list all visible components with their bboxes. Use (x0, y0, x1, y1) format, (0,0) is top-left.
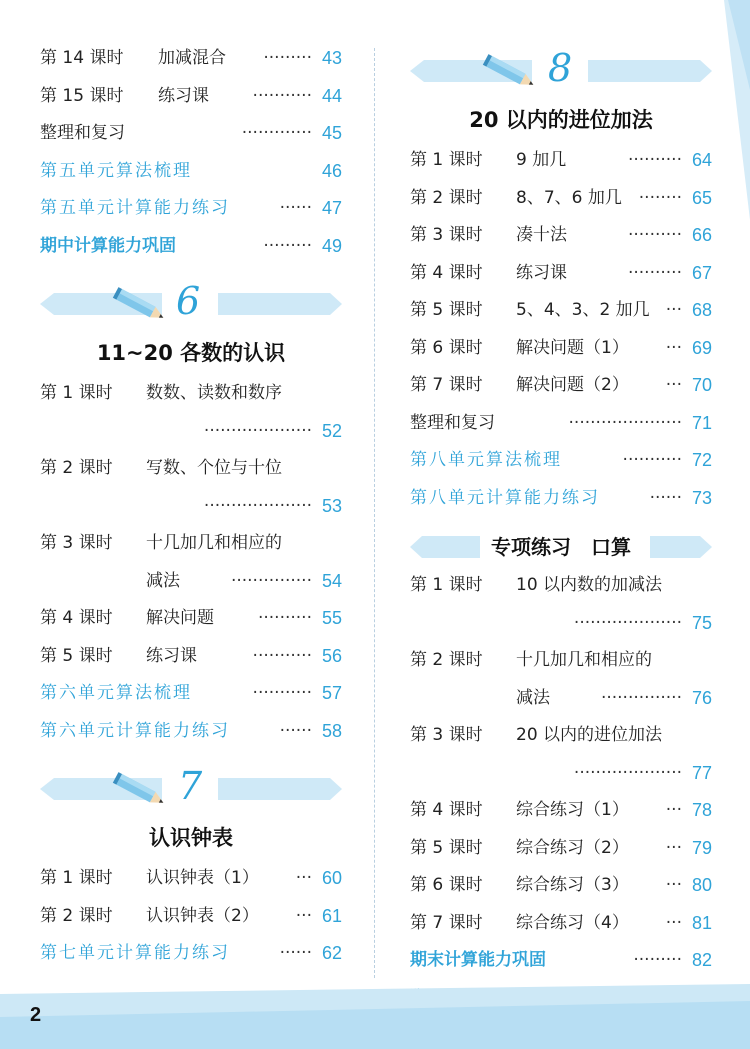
toc-row-leader-dots: ··········· (252, 85, 312, 106)
toc-row-page-number: 65 (691, 187, 712, 208)
toc-row (410, 217, 712, 255)
toc-row-page-number: 57 (321, 683, 342, 703)
toc-row-label: 整理和复习 (40, 123, 125, 143)
toc-row-label: 第 4 课时 (410, 262, 483, 283)
toc-row (40, 78, 342, 116)
toc-row-label: 第 1 课时 (410, 150, 483, 170)
toc-row-title: 9 加几 (516, 150, 567, 170)
toc-row-page-number: 75 (691, 612, 712, 633)
toc-row (410, 180, 712, 218)
unit-7-banner (40, 762, 342, 816)
toc-row-label: 第 2 课时 (410, 650, 483, 670)
toc-row-page-number: 67 (691, 262, 712, 283)
toc-row-page-number: 73 (691, 487, 712, 508)
unit-6-rows (40, 375, 342, 750)
toc-row-title: 减法 (516, 687, 550, 708)
toc-row-title: 写数、个位与十位 (146, 458, 282, 478)
unit-8-number: 8 (548, 46, 573, 90)
toc-right-column (410, 40, 712, 1017)
toc-row-leader-dots: ···················· (203, 420, 312, 441)
toc-row-leader-dots: ·········· (627, 225, 682, 245)
toc-row (40, 638, 342, 676)
unit-7-title: 认识钟表 (149, 826, 233, 850)
toc-row-leader-dots: ··· (665, 300, 682, 320)
toc-row-leader-dots: ··· (665, 837, 682, 858)
toc-row-title: 认识钟表（1） (146, 868, 259, 888)
toc-row-label: 第 3 课时 (410, 225, 483, 245)
toc-row (40, 450, 342, 488)
toc-row-title: 5、4、3、2 加几 (516, 300, 650, 320)
toc-row-page-number: 64 (691, 150, 712, 170)
toc-row-label: 第六单元计算能力练习 (40, 720, 230, 741)
toc-row (410, 942, 712, 980)
toc-row (40, 375, 342, 413)
toc-row-title: 减法 (146, 570, 180, 591)
toc-row (410, 442, 712, 480)
toc-row-page-number: 46 (321, 160, 342, 181)
toc-row-label: 第 7 课时 (410, 912, 483, 933)
toc-row (410, 755, 712, 793)
toc-row-label: 第 5 课时 (410, 837, 483, 858)
toc-row (410, 642, 712, 680)
toc-row (410, 480, 712, 518)
toc-row-page-number: 45 (321, 123, 342, 143)
bottom-band (0, 979, 750, 1049)
toc-row (40, 190, 342, 228)
unit-8-rows (410, 142, 712, 517)
unit-7-rows (40, 860, 342, 973)
toc-row-title: 综合练习（2） (516, 837, 629, 858)
toc-row-label: 第 3 课时 (410, 725, 483, 745)
toc-row-label: 整理和复习 (410, 412, 495, 433)
toc-row-leader-dots: ···················· (573, 612, 682, 633)
toc-row-label: 第 15 课时 (40, 85, 124, 106)
toc-row-title: 解决问题（2） (516, 375, 629, 395)
toc-row-label: 第 4 课时 (410, 800, 483, 820)
toc-row-page-number: 52 (321, 420, 342, 441)
unit-8-banner (410, 44, 712, 98)
toc-row-leader-dots: ·········· (257, 608, 312, 628)
toc-row-page-number: 76 (691, 687, 712, 708)
toc-row-page-number: 47 (321, 198, 342, 218)
toc-row-page-number: 78 (691, 800, 712, 820)
toc-row-label: 第 2 课时 (40, 905, 113, 926)
toc-left-column (40, 40, 342, 973)
toc-row-leader-dots: ·········· (627, 150, 682, 170)
toc-row-page-number: 62 (321, 943, 342, 963)
special-title: 专项练习 口算 (491, 535, 631, 559)
toc-row-page-number: 60 (321, 868, 342, 888)
toc-row-leader-dots: ··· (665, 912, 682, 933)
toc-row-page-number: 49 (321, 235, 342, 256)
unit-6-number: 6 (176, 279, 201, 323)
toc-row-label: 第八单元计算能力练习 (410, 487, 600, 508)
toc-row (40, 488, 342, 526)
corner-decoration (710, 0, 750, 220)
toc-row (410, 605, 712, 643)
toc-row (410, 867, 712, 905)
toc-row-leader-dots: ···················· (573, 762, 682, 783)
toc-row-title: 认识钟表（2） (146, 905, 259, 926)
column-divider (374, 48, 375, 978)
left-top-rows (40, 40, 342, 265)
toc-row (410, 680, 712, 718)
toc-row-page-number: 71 (691, 412, 712, 433)
toc-row (410, 330, 712, 368)
toc-row-label: 第 7 课时 (410, 375, 483, 395)
toc-row-leader-dots: ······ (279, 943, 312, 963)
toc-row-page-number: 66 (691, 225, 712, 245)
toc-row (40, 153, 342, 191)
toc-row-title: 数数、读数和数序 (146, 383, 282, 403)
toc-row (410, 792, 712, 830)
toc-row-label: 第五单元计算能力练习 (40, 198, 230, 218)
toc-row (40, 228, 342, 266)
toc-row-page-number: 53 (321, 495, 342, 516)
toc-row-page-number: 81 (691, 912, 712, 933)
toc-row-page-number: 70 (691, 375, 712, 395)
toc-row-page-number: 77 (691, 762, 712, 783)
toc-row (40, 40, 342, 78)
toc-row (410, 405, 712, 443)
toc-row-leader-dots: ··············· (600, 687, 682, 708)
toc-row-page-number: 61 (321, 905, 342, 926)
toc-row-page-number: 55 (321, 608, 342, 628)
toc-row-leader-dots: ··· (665, 875, 682, 895)
toc-row (40, 563, 342, 601)
page-number: 2 (30, 1004, 42, 1026)
toc-row-title: 8、7、6 加几 (516, 187, 622, 208)
toc-row (410, 830, 712, 868)
toc-row-page-number: 44 (321, 85, 342, 106)
toc-row-page-number: 58 (321, 720, 342, 741)
toc-row (40, 600, 342, 638)
toc-row-leader-dots: ··· (295, 905, 312, 926)
toc-row-leader-dots: ······ (279, 720, 312, 741)
toc-row-leader-dots: ··············· (230, 570, 312, 591)
toc-row-label: 第 14 课时 (40, 48, 124, 68)
toc-row-title: 练习课 (146, 645, 197, 666)
toc-row-label: 第 5 课时 (40, 645, 113, 666)
unit-6-banner (40, 277, 342, 331)
toc-row-label: 第 6 课时 (410, 875, 483, 895)
toc-row-label: 第 1 课时 (410, 575, 483, 595)
toc-row (40, 115, 342, 153)
unit-6-title: 11~20 各数的认识 (96, 341, 286, 365)
toc-row-leader-dots: ··········· (622, 450, 682, 470)
special-rows (410, 567, 712, 1017)
toc-row-label: 第 2 课时 (40, 458, 113, 478)
toc-row-page-number: 68 (691, 300, 712, 320)
toc-row-label: 第七单元计算能力练习 (40, 943, 230, 963)
toc-row-title: 解决问题 (146, 608, 214, 628)
toc-row-leader-dots: ········· (263, 235, 312, 256)
toc-row-leader-dots: ··· (295, 868, 312, 888)
toc-row-leader-dots: ····················· (568, 412, 682, 433)
toc-row-page-number: 56 (321, 645, 342, 666)
toc-row-title: 20 以内的进位加法 (516, 725, 663, 745)
unit-7-number: 7 (178, 764, 203, 808)
toc-row-label: 第六单元算法梳理 (40, 683, 192, 703)
toc-row-title: 加减混合 (158, 48, 226, 68)
toc-row-label: 第八单元算法梳理 (410, 450, 562, 470)
toc-row-label: 第 1 课时 (40, 383, 113, 403)
toc-row-leader-dots: ··········· (252, 645, 312, 666)
toc-row (410, 367, 712, 405)
toc-row-page-number: 43 (321, 48, 342, 68)
toc-row (40, 675, 342, 713)
toc-row-leader-dots: ········ (638, 187, 682, 208)
toc-row-label: 期末计算能力巩固 (410, 950, 546, 970)
toc-row-page-number: 54 (321, 570, 342, 591)
toc-row (410, 905, 712, 943)
toc-row-label: 第 4 课时 (40, 608, 113, 628)
toc-row (40, 898, 342, 936)
toc-row (410, 292, 712, 330)
toc-row-title: 综合练习（4） (516, 912, 629, 933)
toc-row-leader-dots: ········· (263, 48, 312, 68)
special-banner (410, 527, 712, 567)
toc-row-leader-dots: ········· (633, 950, 682, 970)
toc-row-page-number: 79 (691, 837, 712, 858)
toc-row-page-number: 80 (691, 875, 712, 895)
toc-row (40, 713, 342, 751)
toc-row-page-number: 69 (691, 337, 712, 358)
toc-row (40, 935, 342, 973)
toc-row-leader-dots: ······ (279, 198, 312, 218)
toc-row-title: 凑十法 (516, 225, 567, 245)
unit-8-title: 20 以内的进位加法 (469, 108, 653, 132)
toc-row (410, 717, 712, 755)
toc-row-page-number: 72 (691, 450, 712, 470)
toc-row-label: 期中计算能力巩固 (40, 235, 176, 256)
toc-row-title: 十几加几和相应的 (516, 650, 652, 670)
toc-row-leader-dots: ··· (665, 375, 682, 395)
toc-row (40, 413, 342, 451)
toc-row-label: 第 6 课时 (410, 337, 483, 358)
toc-row (410, 567, 712, 605)
toc-row-title: 解决问题（1） (516, 337, 629, 358)
toc-row-title: 十几加几和相应的 (146, 533, 282, 553)
toc-row-title: 练习课 (516, 262, 567, 283)
toc-row-leader-dots: ··········· (252, 683, 312, 703)
toc-row-title: 10 以内数的加减法 (516, 575, 663, 595)
toc-row-leader-dots: ··· (665, 337, 682, 358)
toc-row-label: 第 5 课时 (410, 300, 483, 320)
toc-row-leader-dots: ············· (241, 123, 312, 143)
toc-row-leader-dots: ······ (649, 487, 682, 508)
toc-row-page-number: 82 (691, 950, 712, 970)
toc-row-title: 综合练习（1） (516, 800, 629, 820)
toc-row-leader-dots: ··· (665, 800, 682, 820)
toc-row (40, 525, 342, 563)
toc-row-leader-dots: ·········· (627, 262, 682, 283)
toc-row-label: 第 1 课时 (40, 868, 113, 888)
toc-row-label: 第 3 课时 (40, 533, 113, 553)
toc-row (410, 255, 712, 293)
toc-row-label: 第五单元算法梳理 (40, 160, 192, 181)
toc-row (40, 860, 342, 898)
toc-row-leader-dots: ···················· (203, 495, 312, 516)
toc-row-title: 综合练习（3） (516, 875, 629, 895)
toc-row-title: 练习课 (158, 85, 209, 106)
toc-row (410, 142, 712, 180)
toc-row-label: 第 2 课时 (410, 187, 483, 208)
